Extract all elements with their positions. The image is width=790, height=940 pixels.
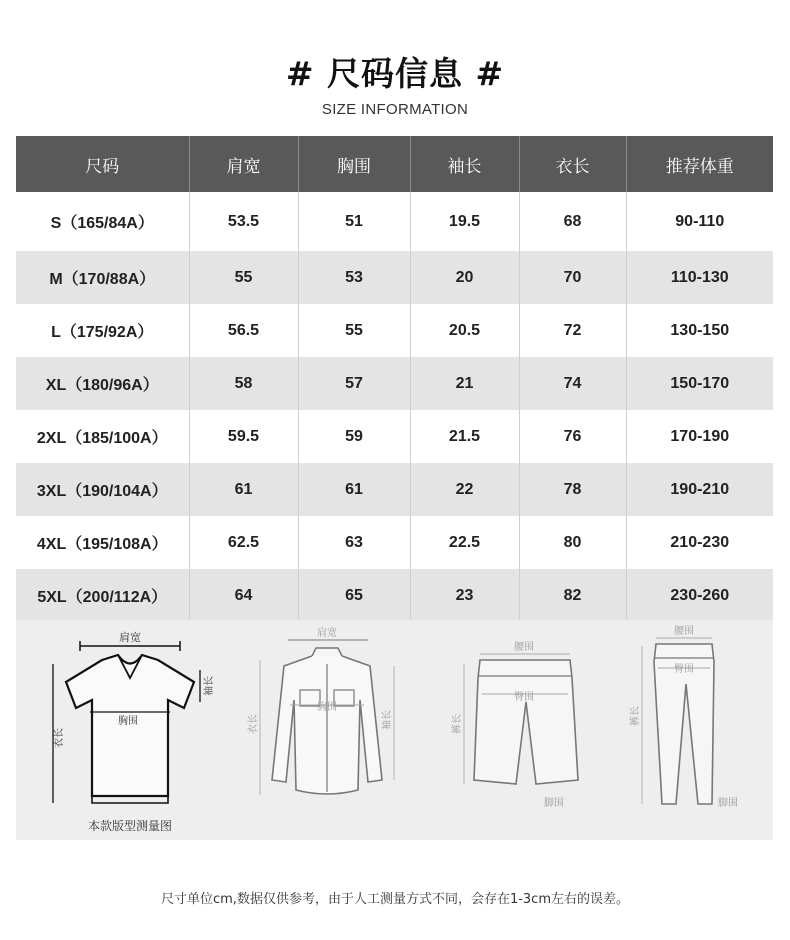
cell-shoulder: 58 xyxy=(189,357,298,410)
cell-length: 78 xyxy=(519,463,626,516)
cell-size: L（175/92A） xyxy=(16,304,189,357)
cell-weight: 90-110 xyxy=(626,192,773,251)
cell-chest: 51 xyxy=(298,192,410,251)
cell-shoulder: 55 xyxy=(189,251,298,304)
cell-length: 80 xyxy=(519,516,626,569)
table-body xyxy=(16,192,773,622)
cell-shoulder: 59.5 xyxy=(189,410,298,463)
cell-size: 4XL（195/108A） xyxy=(16,516,189,569)
tshirt-caption: 本款版型测量图 xyxy=(87,819,173,833)
pants-leg-label: 脚围 xyxy=(718,798,738,809)
footer-note: 尺寸单位cm,数据仅供参考，由于人工测量方式不同，会存在1-3cm左右的误差。 xyxy=(161,892,629,907)
cell-sleeve: 22.5 xyxy=(410,516,519,569)
pants-length-label: 裤长 xyxy=(630,706,641,726)
cell-weight: 150-170 xyxy=(626,357,773,410)
tshirt-diagram xyxy=(52,630,215,833)
column-header-weight: 推荐体重 xyxy=(626,136,773,192)
table-row xyxy=(16,192,773,251)
cell-length: 82 xyxy=(519,569,626,622)
cell-length: 70 xyxy=(519,251,626,304)
column-header-length: 衣长 xyxy=(519,136,626,192)
cell-shoulder: 56.5 xyxy=(189,304,298,357)
cell-chest: 61 xyxy=(298,463,410,516)
column-header-size: 尺码 xyxy=(16,136,189,192)
pants-waist-label: 腰围 xyxy=(674,626,694,637)
cell-sleeve: 21 xyxy=(410,357,519,410)
tshirt-chest-label: 胸围 xyxy=(118,716,138,727)
cell-chest: 53 xyxy=(298,251,410,304)
cell-size: XL（180/96A） xyxy=(16,357,189,410)
cell-chest: 57 xyxy=(298,357,410,410)
cell-weight: 130-150 xyxy=(626,304,773,357)
shorts-waist-label: 腰围 xyxy=(514,642,534,653)
shorts-length-label: 裤长 xyxy=(452,714,463,734)
cell-chest: 63 xyxy=(298,516,410,569)
shirt-length-label: 衣长 xyxy=(248,714,259,734)
table-row xyxy=(16,569,773,622)
pants-hip-label: 臀围 xyxy=(674,664,694,675)
cell-weight: 170-190 xyxy=(626,410,773,463)
cell-size: S（165/84A） xyxy=(16,192,189,251)
measurement-diagrams xyxy=(16,620,773,840)
shirt-chest-label: 胸围 xyxy=(317,702,337,713)
table-row xyxy=(16,516,773,569)
table-row xyxy=(16,463,773,516)
measurement-diagram-panel xyxy=(16,620,773,840)
cell-chest: 59 xyxy=(298,410,410,463)
column-header-shoulder: 肩宽 xyxy=(189,136,298,192)
cell-shoulder: 61 xyxy=(189,463,298,516)
cell-length: 76 xyxy=(519,410,626,463)
pants-diagram xyxy=(628,625,738,809)
cell-sleeve: 23 xyxy=(410,569,519,622)
cell-chest: 55 xyxy=(298,304,410,357)
cell-shoulder: 64 xyxy=(189,569,298,622)
cell-chest: 65 xyxy=(298,569,410,622)
cell-weight: 230-260 xyxy=(626,569,773,622)
cell-sleeve: 22 xyxy=(410,463,519,516)
cell-weight: 190-210 xyxy=(626,463,773,516)
table-row xyxy=(16,251,773,304)
table-header-row xyxy=(16,136,773,192)
shirt-shoulder-label: 肩宽 xyxy=(317,628,337,639)
shorts-diagram xyxy=(450,641,578,809)
shorts-hip-label: 臀围 xyxy=(514,692,534,703)
page-subtitle: SIZE INFORMATION xyxy=(321,101,469,118)
cell-weight: 210-230 xyxy=(626,516,773,569)
shirt-sleeve-label: 袖长 xyxy=(382,710,393,730)
tshirt-shoulder-label: 肩宽 xyxy=(119,631,141,644)
cell-sleeve: 19.5 xyxy=(410,192,519,251)
cell-sleeve: 21.5 xyxy=(410,410,519,463)
cell-size: 2XL（185/100A） xyxy=(16,410,189,463)
cell-size: 3XL（190/104A） xyxy=(16,463,189,516)
tshirt-length-label: 衣长 xyxy=(54,728,65,748)
table-row xyxy=(16,410,773,463)
shirt-diagram xyxy=(246,626,394,795)
cell-shoulder: 53.5 xyxy=(189,192,298,251)
column-header-chest: 胸围 xyxy=(298,136,410,192)
table-row xyxy=(16,304,773,357)
column-header-sleeve: 袖长 xyxy=(410,136,519,192)
shorts-leg-label: 脚围 xyxy=(544,798,564,809)
cell-sleeve: 20.5 xyxy=(410,304,519,357)
cell-shoulder: 62.5 xyxy=(189,516,298,569)
cell-sleeve: 20 xyxy=(410,251,519,304)
cell-size: 5XL（200/112A） xyxy=(16,569,189,622)
cell-length: 74 xyxy=(519,357,626,410)
cell-length: 68 xyxy=(519,192,626,251)
cell-length: 72 xyxy=(519,304,626,357)
tshirt-sleeve-label: 袖长 xyxy=(204,676,215,696)
page-title: # 尺码信息 # xyxy=(285,54,505,93)
cell-size: M（170/88A） xyxy=(16,251,189,304)
cell-weight: 110-130 xyxy=(626,251,773,304)
size-table xyxy=(16,136,773,622)
table-row xyxy=(16,357,773,410)
